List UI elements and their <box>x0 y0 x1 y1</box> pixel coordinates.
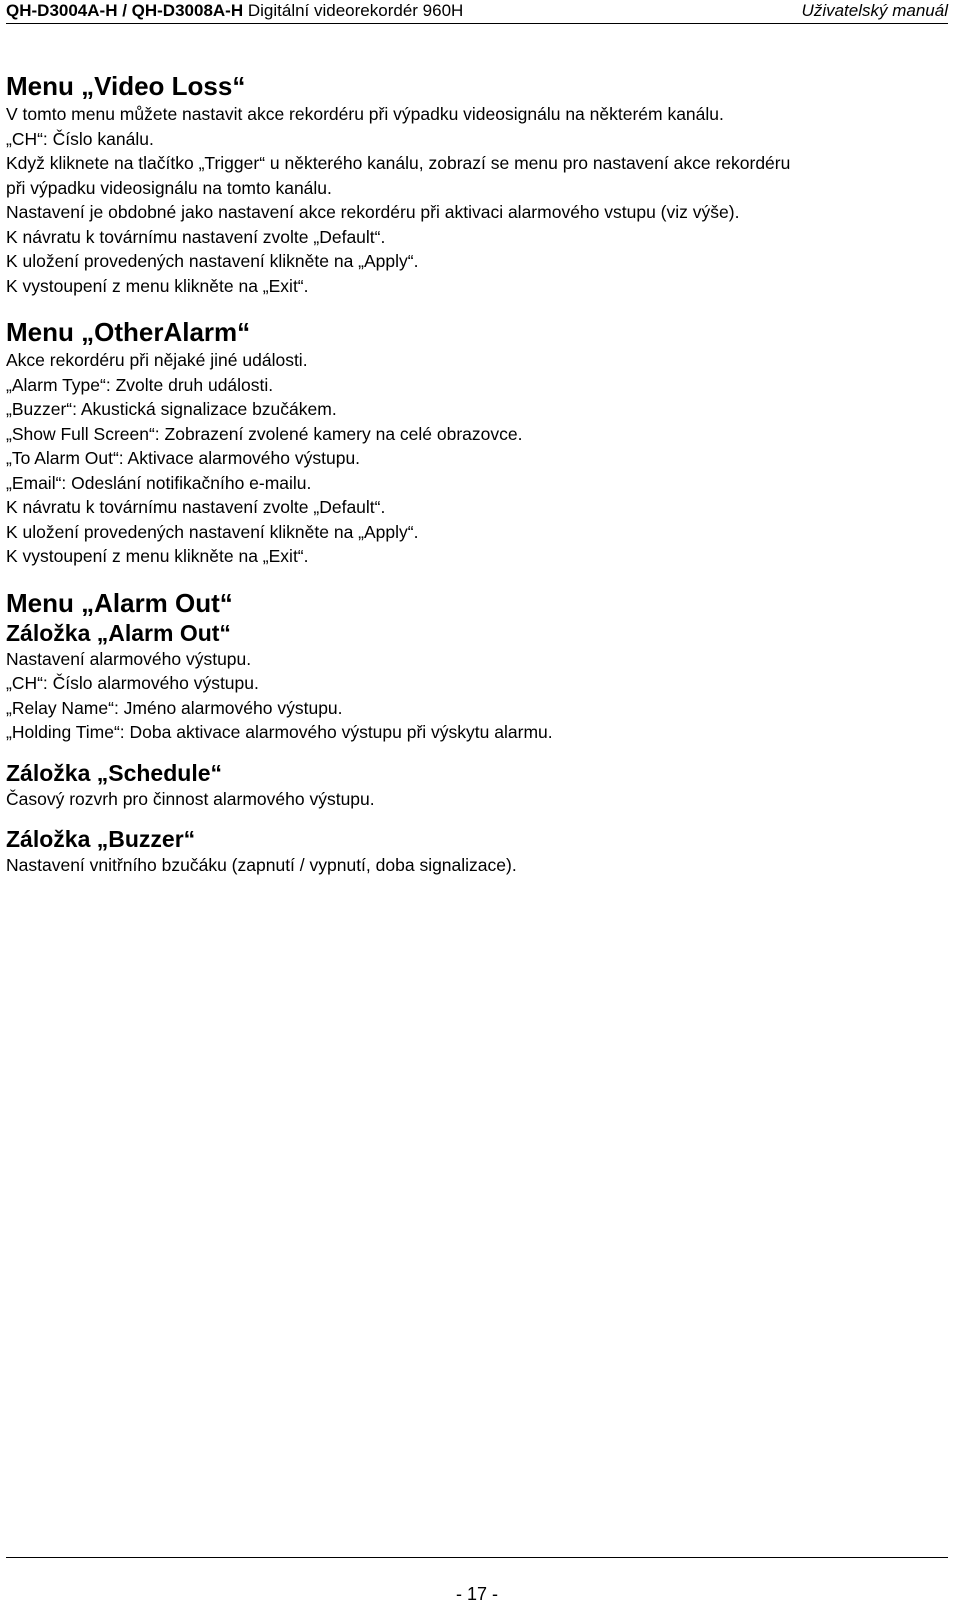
page-number: - 17 - <box>455 1584 498 1604</box>
header-product: Digitální videorekordér 960H <box>247 1 464 20</box>
page-footer <box>6 1557 948 1613</box>
paragraph-line: „Show Full Screen“: Zobrazení zvolené kamery na celé obrazovce. <box>6 423 523 444</box>
paragraph-line: K návratu k továrnímu nastavení zvolte „Default“. <box>6 497 386 517</box>
paragraph-line: „CH“: Číslo alarmového výstupu. <box>6 673 259 693</box>
paragraph-line: Když kliknete na tlačítko „Trigger“ u některého kanálu, zobrazí se menu pro nastavení akce rekordéru <box>6 153 791 173</box>
paragraph-line: „Relay Name“: Jméno alarmového výstupu. <box>6 697 343 718</box>
alarm-out-heading: Menu „Alarm Out“ <box>6 587 233 618</box>
paragraph-line: V tomto menu můžete nastavit akce rekordéru při výpadku videosignálu na některém kanálu. <box>6 104 724 124</box>
tab-buzzer-heading: Záložka „Buzzer“ <box>6 826 196 852</box>
page-header <box>6 0 948 24</box>
paragraph-line: Nastavení vnitřního bzučáku (zapnutí / vypnutí, doba signalizace). <box>6 855 517 875</box>
paragraph-line: při výpadku videosignálu na tomto kanálu. <box>6 177 332 198</box>
header-left <box>6 1 463 21</box>
paragraph-line: K vystoupení z menu klikněte na „Exit“. <box>6 275 309 296</box>
paragraph-line: K návratu k továrnímu nastavení zvolte „Default“. <box>6 226 386 247</box>
document-body <box>6 70 948 878</box>
paragraph-line: „Email“: Odeslání notifikačního e-mailu. <box>6 472 312 493</box>
paragraph-line: „Holding Time“: Doba aktivace alarmového výstupu při výskytu alarmu. <box>6 722 553 742</box>
paragraph-line: Akce rekordéru při nějaké jiné události. <box>6 350 308 370</box>
paragraph-line: Nastavení alarmového výstupu. <box>6 648 252 669</box>
paragraph-line: K uložení provedených nastavení klikněte na „Apply“. <box>6 521 419 542</box>
paragraph-line: K vystoupení z menu klikněte na „Exit“. <box>6 546 309 566</box>
paragraph-line: K uložení provedených nastavení klikněte na „Apply“. <box>6 251 419 271</box>
video-loss-heading: Menu „Video Loss“ <box>6 71 246 101</box>
paragraph-line: „Buzzer“: Akustická signalizace bzučákem. <box>6 399 337 419</box>
header-manual-title: Uživatelský manuál <box>801 1 948 20</box>
header-model: QH-D3004A-H / QH-D3008A-H <box>6 1 244 20</box>
paragraph-line: „Alarm Type“: Zvolte druh události. <box>6 374 274 395</box>
paragraph-line: Časový rozvrh pro činnost alarmového výstupu. <box>6 788 375 809</box>
other-alarm-heading: Menu „OtherAlarm“ <box>6 317 251 347</box>
tab-schedule-heading: Záložka „Schedule“ <box>6 759 223 786</box>
tab-alarm-out-text <box>6 647 948 745</box>
tab-alarm-out-heading: Záložka „Alarm Out“ <box>6 619 231 646</box>
paragraph-line: „CH“: Číslo kanálu. <box>6 128 154 149</box>
other-alarm-text <box>6 348 948 569</box>
paragraph-line: Nastavení je obdobné jako nastavení akce rekordéru při aktivaci alarmového vstupu (viz výše). <box>6 202 740 222</box>
paragraph-line: „To Alarm Out“: Aktivace alarmového výstupu. <box>6 448 361 468</box>
video-loss-text <box>6 102 948 298</box>
